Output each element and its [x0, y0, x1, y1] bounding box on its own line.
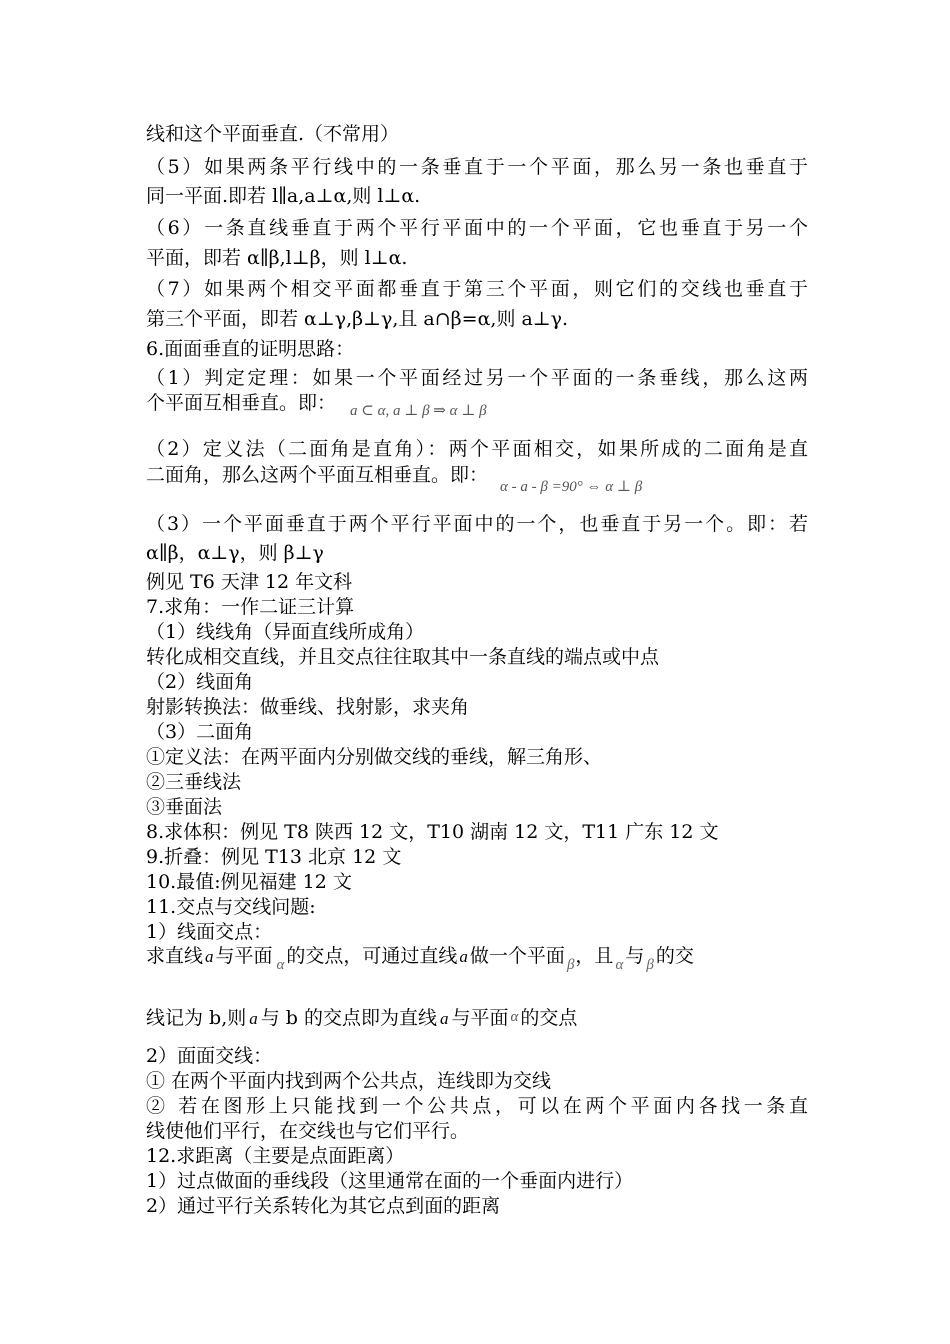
- section-heading: 6.面面垂直的证明思路：: [146, 338, 355, 360]
- section-heading: 11.交点与交线问题:: [146, 896, 316, 918]
- text-line: （2）线面角: [146, 671, 254, 693]
- text-fragment: 与平面: [215, 945, 273, 967]
- text-line: ② 若在图形上只能找到一个公共点，可以在两个平面内各找一条直: [146, 1095, 808, 1117]
- text-line: 2）通过平行关系转化为其它点到面的距离: [146, 1195, 501, 1217]
- text-fragment: 做一个平面: [469, 945, 565, 967]
- text-line: 例见 T6 天津 12 年文科: [146, 571, 353, 593]
- text-line: （1）判定定理：如果一个平面经过另一个平面的一条垂线，那么这两: [146, 367, 808, 389]
- text-fragment: 二面角，那么这两个平面互相垂直。即：: [146, 464, 489, 486]
- text-fragment: 的交点，可通过直线: [286, 945, 458, 967]
- text-line: 2）面面交线：: [146, 1045, 273, 1067]
- text-fragment: 线记为 b,则: [146, 1007, 247, 1029]
- text-line: ②三垂线法: [146, 771, 242, 793]
- text-line: [146, 391, 487, 417]
- text-line: （5）如果两条平行线中的一条垂直于一个平面，那么另一条也垂直于: [146, 156, 808, 178]
- section-heading: 12.求距离（主要是点面距离）: [146, 1145, 405, 1167]
- text-line: （6）一条直线垂直于两个平行平面中的一个平面，它也垂直于另一个: [146, 217, 808, 239]
- formula-dihedral-angle: α - a - β =90° ⇔ α ⊥ β: [500, 479, 643, 495]
- text-line: 转化成相交直线，并且交点往往取其中一条直线的端点或中点: [146, 646, 660, 668]
- var-beta: β: [566, 957, 575, 973]
- text-line: （3）一个平面垂直于两个平行平面中的一个，也垂直于另一个。即：若: [146, 513, 808, 535]
- var-alpha: α: [510, 1009, 519, 1025]
- formula-face-perp-theorem: a ⊂ α, a ⊥ β ⇒ α ⊥ β: [350, 403, 487, 419]
- text-line: （3）二面角: [146, 721, 254, 743]
- text-fragment: ，且: [575, 945, 614, 967]
- text-line: 同一平面.即若 l∥a,a⊥α,则 l⊥α.: [146, 185, 421, 207]
- text-line-intersection: [146, 944, 694, 973]
- text-fragment: 求直线: [146, 945, 204, 967]
- text-fragment: 与: [625, 945, 645, 967]
- text-line: 第三个平面，即若 α⊥γ,β⊥γ,且 a∩β=α,则 a⊥γ.: [146, 308, 569, 330]
- section-heading: 8.求体积：例见 T8 陕西 12 文，T10 湖南 12 文，T11 广东 12 文: [146, 821, 719, 843]
- text-line: 1）过点做面的垂线段（这里通常在面的一个垂面内进行）: [146, 1170, 634, 1192]
- text-fragment: 的交点: [520, 1007, 578, 1029]
- text-line: 平面，即若 α∥β,l⊥β，则 l⊥α.: [146, 247, 408, 269]
- text-line: 1）线面交点：: [146, 921, 273, 943]
- text-line: （7）如果两个相交平面都垂直于第三个平面，则它们的交线也垂直于: [146, 278, 808, 300]
- text-line: ③垂面法: [146, 796, 223, 818]
- section-heading: 10.最值:例见福建 12 文: [146, 871, 352, 893]
- text-fragment: 的交: [655, 945, 694, 967]
- text-line: 射影转换法：做垂线、找射影，求夹角: [146, 696, 470, 718]
- text-fragment: 与平面: [451, 1007, 509, 1029]
- var-a: a: [440, 1009, 449, 1028]
- text-line: α∥β，α⊥γ，则 β⊥γ: [146, 542, 324, 564]
- section-heading: 7.求角：一作二证三计算: [146, 596, 355, 618]
- text-line: ①定义法：在两平面内分别做交线的垂线，解三角形、: [146, 746, 603, 768]
- text-line: [146, 463, 643, 495]
- var-alpha: α: [615, 957, 624, 973]
- text-line: 线使他们平行，在交线也与它们平行。: [146, 1120, 470, 1142]
- text-fragment: 个平面互相垂直。即：: [146, 392, 337, 414]
- var-a: a: [459, 947, 468, 966]
- text-line-intersection: [146, 1006, 577, 1032]
- var-a: a: [205, 947, 214, 966]
- text-line: ① 在两个平面内找到两个公共点，连线即为交线: [146, 1070, 552, 1092]
- text-fragment: 与 b 的交点即为直线: [260, 1007, 437, 1029]
- text-line: （1）线线角（异面直线所成角）: [146, 621, 425, 643]
- text-line: （2）定义法（二面角是直角）：两个平面相交，如果所成的二面角是直: [146, 438, 808, 460]
- section-heading: 9.折叠：例见 T13 北京 12 文: [146, 846, 402, 868]
- text-line: 线和这个平面垂直.（不常用）: [146, 123, 400, 145]
- var-alpha: α: [276, 957, 285, 973]
- var-beta: β: [646, 957, 654, 973]
- var-a: a: [249, 1009, 258, 1028]
